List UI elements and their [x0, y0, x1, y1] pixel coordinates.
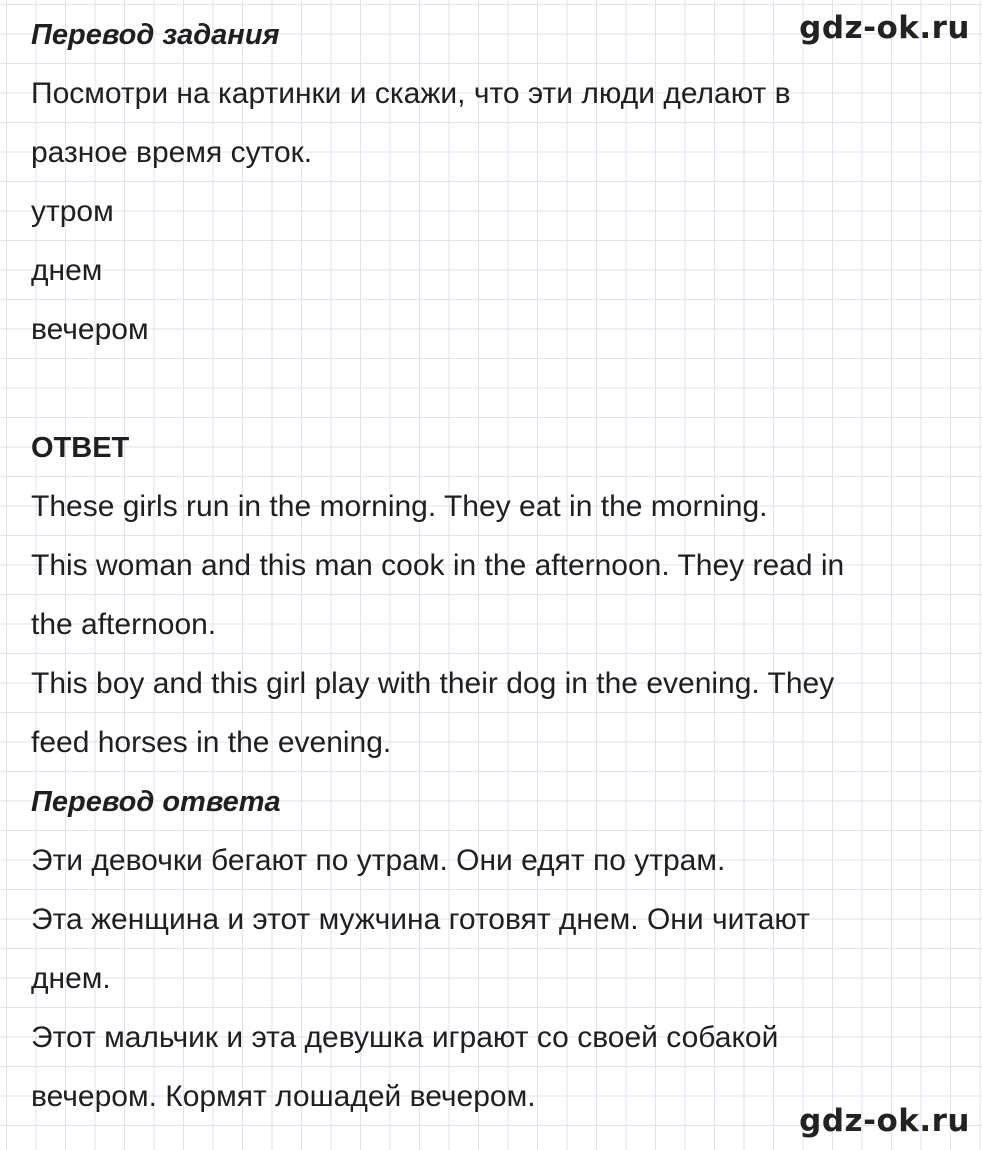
watermark-top: gdz-ok.ru [799, 10, 970, 46]
task-line: разное время суток. [31, 136, 313, 169]
answer-line: the afternoon. [31, 608, 217, 641]
answer-translation-heading: Перевод ответа [31, 786, 281, 818]
answer-translation-line: вечером. Кормят лошадей вечером. [31, 1080, 536, 1113]
answer-translation-line: Этот мальчик и эта девушка играют со своей собакой [31, 1021, 779, 1054]
document-body [31, 12, 961, 1133]
task-line: утром [31, 195, 114, 228]
answer-line: feed horses in the evening. [31, 726, 392, 759]
task-line: днем [31, 254, 103, 287]
answer-heading: ОТВЕТ [31, 432, 130, 464]
answer-line: These girls run in the morning. They eat in the morning. [31, 490, 768, 523]
task-translation-heading: Перевод задания [31, 19, 280, 51]
answer-line: This woman and this man cook in the afternoon. They read in [31, 549, 845, 582]
watermark-bottom: gdz-ok.ru [799, 1103, 970, 1139]
answer-line: This boy and this girl play with their dog in the evening. They [31, 667, 835, 700]
answer-translation-line: Эта женщина и этот мужчина готовят днем. Они читают [31, 903, 811, 936]
answer-translation-line: Эти девочки бегают по утрам. Они едят по утрам. [31, 844, 726, 877]
answer-translation-line: днем. [31, 962, 111, 995]
task-line: Посмотри на картинки и скажи, что эти люди делают в [31, 77, 791, 110]
spacer [31, 366, 961, 425]
task-line: вечером [31, 313, 149, 346]
